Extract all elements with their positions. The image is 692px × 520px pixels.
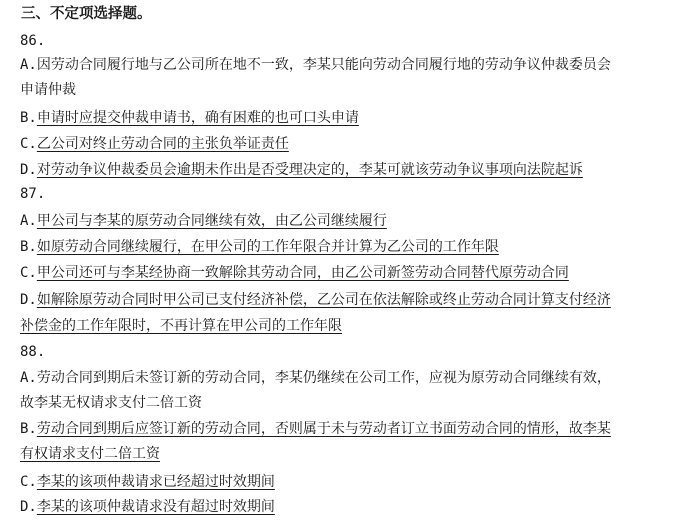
option-text: 如原劳动合同继续履行，在甲公司的工作年限合并计算为乙公司的工作年限 — [36, 239, 499, 255]
option-text: 如解除原劳动合同时甲公司已支付经济补偿，乙公司在依法解除或终止劳动合同计算支付经济 — [36, 292, 611, 308]
option-label: D. — [20, 162, 37, 178]
option-87-b — [20, 236, 499, 258]
option-label: B. — [20, 110, 37, 126]
option-text: 李某的该项仲裁请求已经超过时效期间 — [36, 474, 275, 490]
option-label: C. — [20, 265, 37, 281]
option-text: 李某的该项仲裁请求没有超过时效期间 — [36, 499, 275, 515]
option-86-a-continuation: 申请仲裁 — [20, 82, 76, 98]
option-87-a — [20, 210, 387, 232]
option-label: D. — [20, 292, 37, 308]
option-text: 甲公司还可与李某经协商一致解除其劳动合同，由乙公司新签劳动合同替代原劳动合同 — [36, 265, 569, 281]
option-88-b — [20, 418, 611, 440]
option-text: 对劳动争议仲裁委员会逾期未作出是否受理决定的，李某可就该劳动争议事项向法院起诉 — [36, 162, 583, 178]
option-88-a — [20, 367, 611, 389]
option-87-c — [20, 262, 569, 284]
option-label: A. — [20, 213, 37, 229]
option-88-b-continuation — [20, 443, 160, 465]
option-86-c — [20, 133, 289, 155]
option-label: C. — [20, 136, 37, 152]
option-87-d — [20, 289, 611, 311]
question-number-86: 86. — [20, 33, 46, 49]
option-label: A. — [20, 370, 37, 386]
option-text: 申请时应提交仲裁申请书，确有困难的也可口头申请 — [36, 110, 359, 126]
question-number-88: 88. — [20, 344, 46, 360]
section-title: 三、不定项选择题。 — [21, 6, 152, 22]
option-88-d — [20, 496, 275, 518]
option-text: 乙公司对终止劳动合同的主张负举证责任 — [36, 136, 289, 152]
option-text-continuation: 补偿金的工作年限时，不再计算在甲公司的工作年限 — [20, 318, 342, 334]
option-label: C. — [20, 474, 37, 490]
option-86-a — [20, 54, 611, 76]
option-text: 因劳动合同履行地与乙公司所在地不一致，李某只能向劳动合同履行地的劳动争议仲裁委员会 — [36, 57, 611, 73]
option-label: A. — [20, 57, 37, 73]
option-text: 劳动合同到期后应签订新的劳动合同，否则属于未与劳动者订立书面劳动合同的情形，故李某 — [36, 421, 611, 437]
option-88-a-continuation: 故李某无权请求支付二倍工资 — [20, 395, 202, 411]
option-label: B. — [20, 421, 37, 437]
option-86-d — [20, 159, 583, 181]
option-label: D. — [20, 499, 37, 515]
option-label: B. — [20, 239, 37, 255]
option-87-d-continuation — [20, 315, 342, 337]
option-text-continuation: 有权请求支付二倍工资 — [20, 446, 160, 462]
option-text: 甲公司与李某的原劳动合同继续有效，由乙公司继续履行 — [36, 213, 387, 229]
option-text: 劳动合同到期后未签订新的劳动合同，李某仍继续在公司工作，应视为原劳动合同继续有效， — [36, 370, 611, 386]
option-88-c — [20, 471, 275, 493]
question-number-87: 87. — [20, 186, 46, 202]
option-86-b — [20, 107, 359, 129]
